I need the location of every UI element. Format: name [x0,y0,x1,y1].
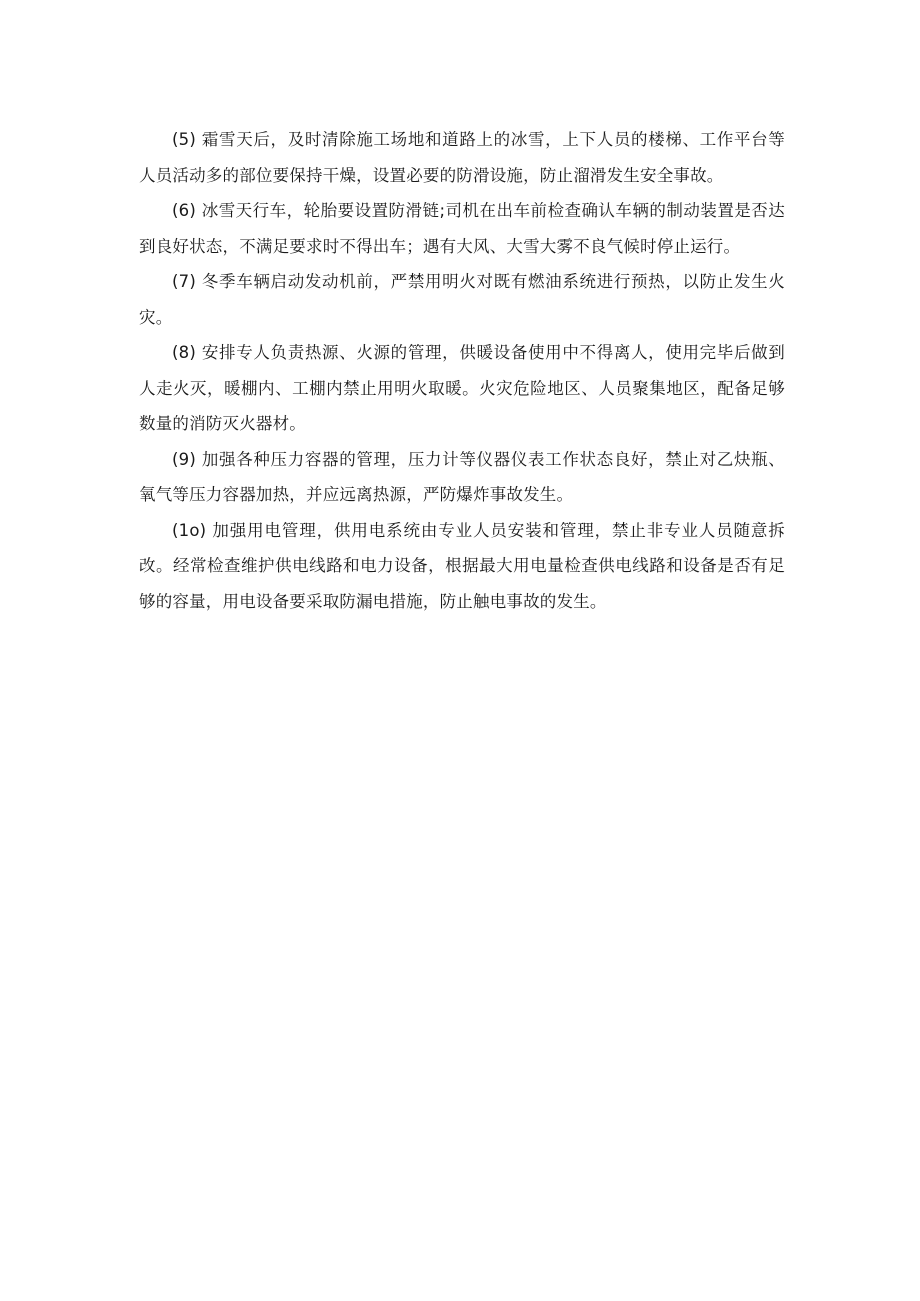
document-body [139,122,785,619]
paragraph-6: (6) 冰雪天行车，轮胎要设置防滑链;司机在出车前检查确认车辆的制动装置是否达到良好状态，不满足要求时不得出车；遇有大风、大雪大雾不良气候时停止运行。 [139,201,785,256]
paragraph-8: (8) 安排专人负责热源、火源的管理，供暖设备使用中不得离人，使用完毕后做到人走火灭，暖棚内、工棚内禁止用明火取暖。火灾危险地区、人员聚集地区，配备足够数量的消防灭火器材。 [139,343,785,433]
paragraph-5: (5) 霜雪天后，及时清除施工场地和道路上的冰雪，上下人员的楼梯、工作平台等人员活动多的部位要保持干燥，设置必要的防滑设施，防止溜滑发生安全事故。 [139,130,785,185]
paragraph-10: (1o) 加强用电管理，供用电系统由专业人员安装和管理，禁止非专业人员随意拆改。经常检查维护供电线路和电力设备，根据最大用电量检查供电线路和设备是否有足够的容量，用电设备要采取防漏电措施，防止触电事故的发生。 [139,520,785,611]
paragraph-7: (7) 冬季车辆启动发动机前，严禁用明火对既有燃油系统进行预热，以防止发生火灾。 [139,272,785,327]
paragraph-9: (9) 加强各种压力容器的管理，压力计等仪器仪表工作状态良好，禁止对乙炔瓶、氧气等压力容器加热，并应远离热源，严防爆炸事故发生。 [139,449,785,504]
